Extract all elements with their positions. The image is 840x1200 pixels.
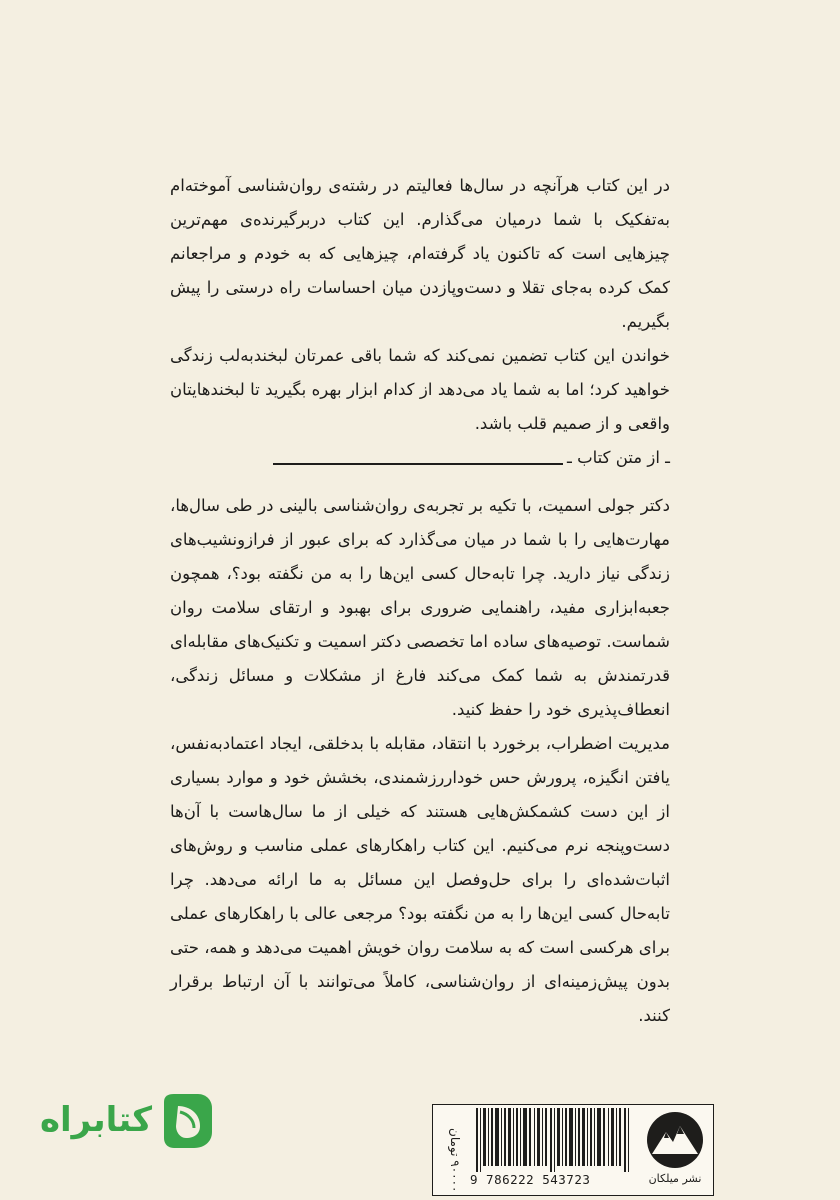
- book-leaf-icon: [158, 1092, 214, 1150]
- quote-paragraph-1: در این کتاب هرآنچه در سال‌ها فعالیتم در رشته‌ی روان‌شناسی آموخته‌ام به‌تفکیک با شما درمیان می‌گذارم. این کتاب دربرگیرنده‌ی مهم‌ترین چیزهایی است که تاکنون یاد گرفته‌ام، چیزهایی که به خودم و مراجعانم کمک کرده به‌جای تقلا و دست‌وپازدن میان احساسات راه درستی را پیش بگیریم.: [170, 176, 670, 331]
- description-paragraph-1: دکتر جولی اسمیت، با تکیه بر تجربه‌ی روان‌شناسی بالینی در طی سال‌ها، مهارت‌هایی را با شما در میان می‌گذارد که برای عبور از فرازونشیب‌های زندگی نیاز دارید. چرا تابه‌حال کسی این‌ها را به من نگفته بود؟، همچون جعبه‌ابزاری مفید، راهنمایی ضروری برای بهبود و ارتقای سلامت روان شماست. توصیه‌های ساده اما تخصصی دکتر اسمیت و تکنیک‌های مقابله‌ای قدرتمندش به شما کمک می‌کند فارغ از مشکلات و مسائل زندگی، انعطاف‌پذیری خود را حفظ کنید.: [170, 496, 670, 719]
- ketabrah-logo: [30, 1092, 230, 1156]
- isbn-number: 9 786222 543723: [470, 1172, 591, 1187]
- publisher-name: نشر میلکان: [648, 1172, 702, 1185]
- quote-paragraph-2: خواندن این کتاب تضمین نمی‌کند که شما باقی عمرتان لبخندبه‌لب زندگی خواهید کرد؛ اما به شما یاد می‌دهد از کدام ابزار بهره بگیرید تا لبخندهایتان واقعی و از صمیم قلب باشد.: [170, 346, 670, 433]
- price-label: ۹۰۰۰۰ تومان: [448, 1127, 462, 1192]
- book-quote: [170, 169, 670, 475]
- logo-text: کتابراه: [39, 1100, 152, 1140]
- book-description: [170, 489, 670, 1033]
- description-paragraph-2: مدیریت اضطراب، برخورد با انتقاد، مقابله با بدخلقی، ایجاد اعتمادبه‌نفس، یافتن انگیزه، پرورش حس خوداررزشمندی، بخشش خود و موارد بسیاری از این دست کشمکش‌هایی هستند که خیلی از ما سال‌هاست با آن‌ها دست‌وپنجه نرم می‌کنیم. این کتاب راهکارهای عملی مناسب و روش‌های اثبات‌شده‌ای را برای حل‌وفصل این مسائل به ما ارائه می‌دهد. چرا تابه‌حال کسی این‌ها را به من نگفته بود؟ مرجعی عالی با راهکارهای عملی برای هرکسی است که به سلامت روان خویش اهمیت می‌دهد و همه، حتی بدون پیش‌زمینه‌ای از روان‌شناسی، کاملاً می‌توانند با آن ارتباط برقرار کنند.: [170, 734, 670, 1025]
- section-divider: [273, 463, 563, 465]
- quote-source: ـ از متن کتاب ـ: [567, 448, 670, 467]
- barcode-icon: [474, 1108, 632, 1172]
